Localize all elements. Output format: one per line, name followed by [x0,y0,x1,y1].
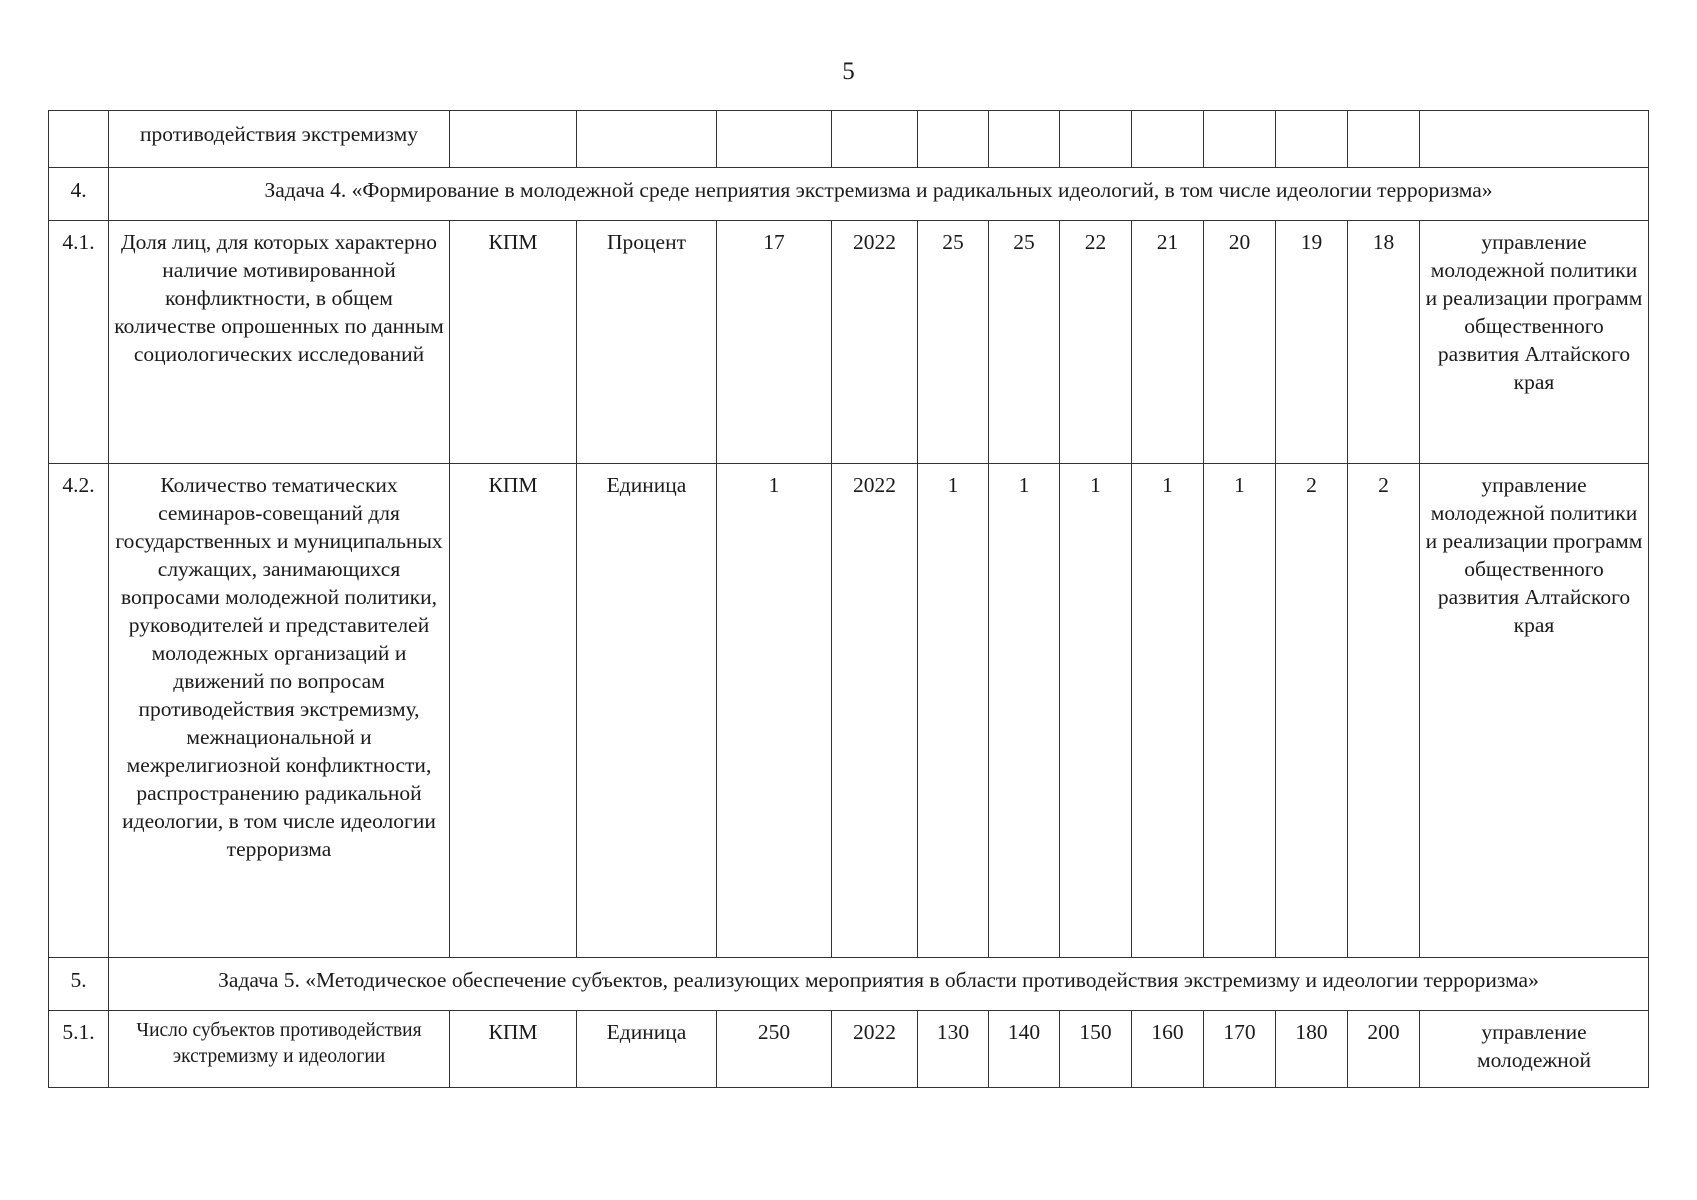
year-value: 18 [1348,221,1420,464]
indicator-type: КПМ [450,221,577,464]
year-value: 22 [1060,221,1132,464]
unit: Единица [577,464,717,958]
year-value: 200 [1348,1011,1420,1088]
indicator-name: Доля лиц, для которых характерно наличие мотивированной конфликтности, в общем количестве опрошенных по данным социологических исследований [109,221,450,464]
row-number: 4.2. [49,464,109,958]
empty-cell [577,111,717,168]
year-value: 19 [1276,221,1348,464]
row-number [49,111,109,168]
year-value: 25 [989,221,1060,464]
task-title: Задача 4. «Формирование в молодежной среде неприятия экстремизма и радикальных идеологий, в том числе идеологии терроризма» [109,168,1649,221]
task-row [49,168,1649,221]
empty-cell [989,111,1060,168]
empty-cell [1348,111,1420,168]
table-row [49,221,1649,464]
empty-cell [1132,111,1204,168]
row-number: 4.1. [49,221,109,464]
base-year: 2022 [832,464,918,958]
year-value: 1 [1204,464,1276,958]
indicator-name: Число субъектов противодействия экстремизму и идеологии [109,1011,450,1088]
year-value: 140 [989,1011,1060,1088]
year-value: 180 [1276,1011,1348,1088]
year-value: 1 [1060,464,1132,958]
row-number: 5.1. [49,1011,109,1088]
base-year: 2022 [832,221,918,464]
base-value: 1 [717,464,832,958]
base-value: 250 [717,1011,832,1088]
table-row [49,464,1649,958]
empty-cell [1420,111,1649,168]
indicator-name: противодействия экстремизму [109,111,450,168]
indicator-name: Количество тематических семинаров-совещаний для государственных и муниципальных служащих, занимающихся вопросами молодежной политики, руководителей и представителей молодежных организаций и движений по вопросам противодействия экстремизму, межнациональной и межрелигиозной конфликтности, распространению радикальной идеологии, в том числе идеологии терроризма [109,464,450,958]
empty-cell [450,111,577,168]
year-value: 2 [1276,464,1348,958]
table-row [49,111,1649,168]
year-value: 25 [918,221,989,464]
year-value: 20 [1204,221,1276,464]
year-value: 1 [989,464,1060,958]
task-title: Задача 5. «Методическое обеспечение субъектов, реализующих мероприятия в области противодействия экстремизму и идеологии терроризма» [109,958,1649,1011]
indicators-table [48,110,1649,1088]
responsible-body: управление молодежной политики и реализации программ общественного развития Алтайского края [1420,221,1649,464]
page-number: 5 [842,58,855,85]
unit: Единица [577,1011,717,1088]
empty-cell [832,111,918,168]
indicator-type: КПМ [450,1011,577,1088]
base-year: 2022 [832,1011,918,1088]
year-value: 150 [1060,1011,1132,1088]
empty-cell [1060,111,1132,168]
base-value: 17 [717,221,832,464]
indicator-type: КПМ [450,464,577,958]
empty-cell [1204,111,1276,168]
year-value: 1 [1132,464,1204,958]
year-value: 21 [1132,221,1204,464]
table-row [49,1011,1649,1088]
responsible-body: управление молодежной политики и реализации программ общественного развития Алтайского края [1420,464,1649,958]
year-value: 130 [918,1011,989,1088]
empty-cell [918,111,989,168]
year-value: 170 [1204,1011,1276,1088]
responsible-body: управление молодежной [1420,1011,1649,1088]
task-number: 4. [49,168,109,221]
year-value: 2 [1348,464,1420,958]
task-number: 5. [49,958,109,1011]
empty-cell [1276,111,1348,168]
year-value: 1 [918,464,989,958]
empty-cell [717,111,832,168]
year-value: 160 [1132,1011,1204,1088]
task-row [49,958,1649,1011]
unit: Процент [577,221,717,464]
